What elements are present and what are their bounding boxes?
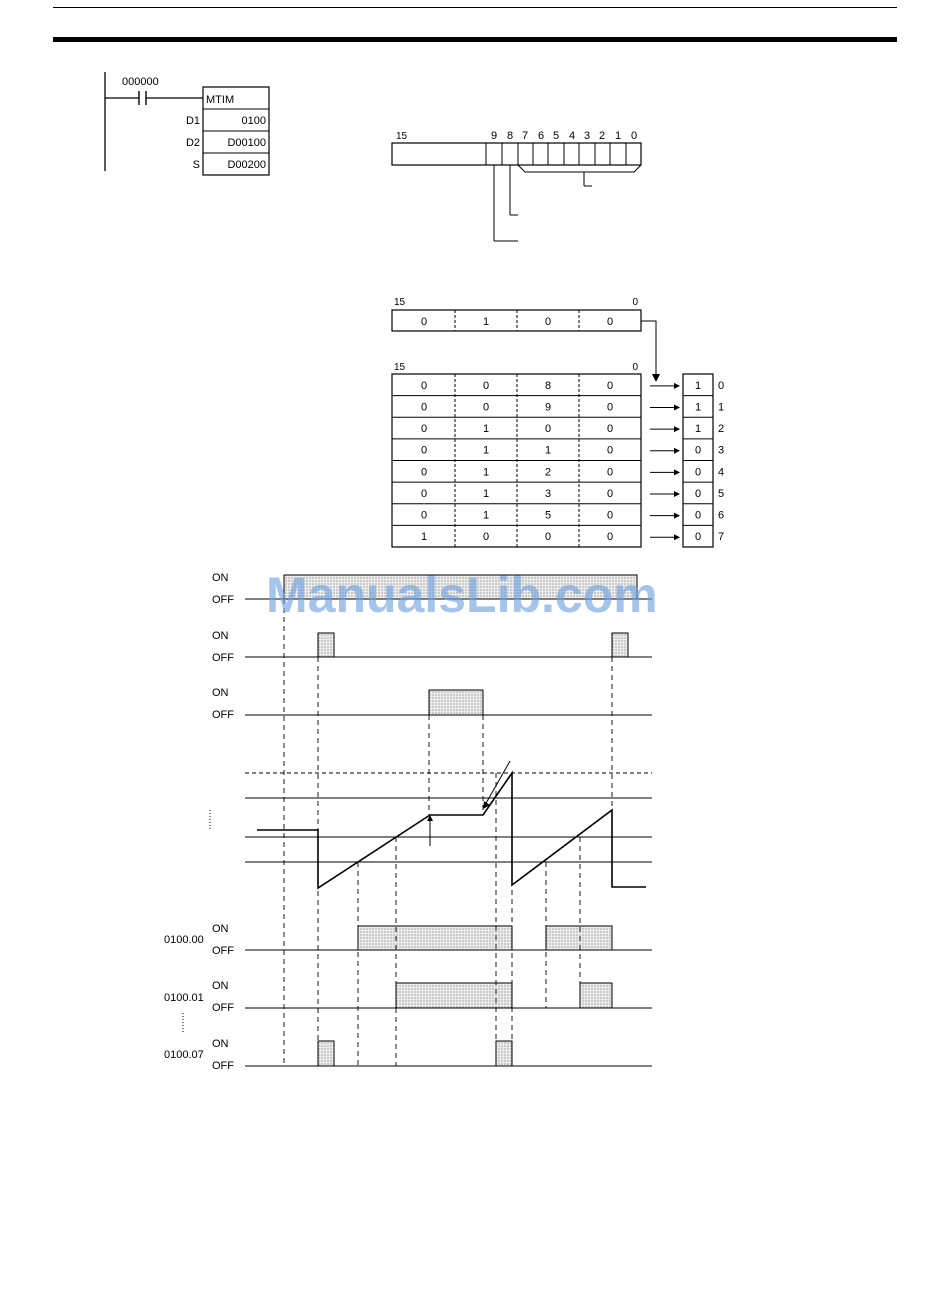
control-word-msb: 15 [394,297,406,308]
bit-label-7: 7 [521,130,529,142]
bit-label-9: 9 [490,130,498,142]
operand-d1-value: 0100 [241,115,266,127]
bit-label-1: 1 [614,130,622,142]
compare-arrow-head [674,534,680,540]
result-bit-number: 6 [718,509,725,522]
control-word-lsb: 0 [632,297,638,308]
instruction-name: MTIM [206,94,235,106]
set-table-cell: 1 [482,509,490,522]
bit-word-diagram [380,120,660,250]
compare-arrow-head [674,383,680,389]
set-table-cell: 0 [420,487,428,500]
set-table-cell: 0 [606,444,614,457]
compare-arrow-head [674,448,680,454]
output-0100-07-signal [245,1041,652,1066]
result-bit-number: 1 [718,401,725,414]
set-table-cell: 2 [544,466,552,479]
result-bit-value: 0 [694,509,702,522]
control-word-arrow [641,321,656,377]
result-bit-value: 1 [694,401,702,414]
operand-d2-name: D2 [185,137,200,149]
pause-signal [245,690,652,715]
output-label-0100-01: 0100.01 [164,992,204,1004]
set-table-cell: 0 [544,531,552,544]
output-0100-01-signal [245,983,652,1008]
row3-off-label: OFF [212,709,234,721]
set-table-cell: 9 [544,401,552,414]
row2-on-label: ON [212,630,229,642]
set-table-cell: 0 [606,509,614,522]
result-bit-number: 5 [718,487,725,500]
result-bit-value: 0 [694,531,702,544]
result-bit-number: 0 [718,379,725,392]
control-digit-2: 1 [482,316,490,328]
comparison-table-diagram [380,290,740,555]
control-digit-1: 0 [544,316,552,328]
set-table-cell: 1 [420,531,428,544]
out1-off-label: OFF [212,1002,234,1014]
result-bit-number: 4 [718,466,725,479]
operand-s-name: S [192,159,200,171]
bit-word-box [392,143,641,165]
result-bit-number: 2 [718,423,725,436]
execution-condition-signal [245,575,652,599]
row1-off-label: OFF [212,594,234,606]
row3-on-label: ON [212,687,229,699]
ladder-diagram [0,0,300,180]
bit-label-2: 2 [598,130,606,142]
out0-on-label: ON [212,923,229,935]
compare-arrow-head [674,404,680,410]
out7-on-label: ON [212,1038,229,1050]
set-table-cell: 0 [606,401,614,414]
operand-s-value: D00200 [227,159,266,171]
set-table-cell: 0 [420,379,428,392]
set-table-cell: 0 [420,509,428,522]
result-bit-number: 7 [718,531,725,544]
set-table-cell: 0 [420,466,428,479]
contact-address: 000000 [122,76,159,88]
result-bit-value: 1 [694,379,702,392]
set-table-cell: 0 [544,423,552,436]
result-bit-value: 0 [694,487,702,500]
result-bit-value: 0 [694,466,702,479]
output-0100-00-signal [245,926,652,950]
output-label-0100-00: 0100.00 [164,934,204,946]
result-bit-value: 0 [694,444,702,457]
timer-present-value-curve [257,773,646,888]
out1-on-label: ON [212,980,229,992]
bit-label-3: 3 [583,130,591,142]
set-table-msb: 15 [394,362,406,373]
out0-off-label: OFF [212,945,234,957]
set-table-cell: 0 [482,531,490,544]
set-table-cell: 5 [544,509,552,522]
operand-d2-value: D00100 [227,137,266,149]
compare-arrow-head [674,513,680,519]
compare-arrow-head [674,426,680,432]
set-table-cell: 0 [606,379,614,392]
reset-pulse-signal [245,633,652,657]
set-table-cell: 0 [606,423,614,436]
set-table-cell: 0 [420,401,428,414]
set-table-cell: 0 [420,423,428,436]
control-digit-3: 0 [420,316,428,328]
bit-label-4: 4 [568,130,576,142]
result-bit-number: 3 [718,444,725,457]
timing-chart [150,565,670,1080]
row1-on-label: ON [212,572,229,584]
set-table-cell: 8 [544,379,552,392]
watermark: ManualsLib.com [266,567,658,623]
bit-label-5: 5 [552,130,560,142]
set-table-cell: 3 [544,487,552,500]
set-table-cell: 1 [482,487,490,500]
compare-arrow-head [674,469,680,475]
set-table-cell: 0 [482,401,490,414]
output-label-0100-07: 0100.07 [164,1049,204,1061]
set-table-lsb: 0 [632,362,638,373]
bits-7-0-brace [518,165,641,172]
bit-label-15: 15 [396,131,408,142]
set-table-cell: 0 [606,466,614,479]
set-table-cell: 1 [482,423,490,436]
set-table-cell: 0 [420,444,428,457]
bit-label-0: 0 [630,130,638,142]
set-table-cell: 0 [606,487,614,500]
result-bit-value: 1 [694,423,702,436]
row2-off-label: OFF [212,652,234,664]
set-table-cell: 1 [482,444,490,457]
out7-off-label: OFF [212,1060,234,1072]
set-table-cell: 1 [482,466,490,479]
compare-arrow-head [674,491,680,497]
bit-label-8: 8 [506,130,514,142]
control-digit-0: 0 [606,316,614,328]
operand-d1-name: D1 [185,115,200,127]
set-table-cell: 0 [482,379,490,392]
bit-label-6: 6 [537,130,545,142]
set-table-cell: 1 [544,444,552,457]
set-table-cell: 0 [606,531,614,544]
